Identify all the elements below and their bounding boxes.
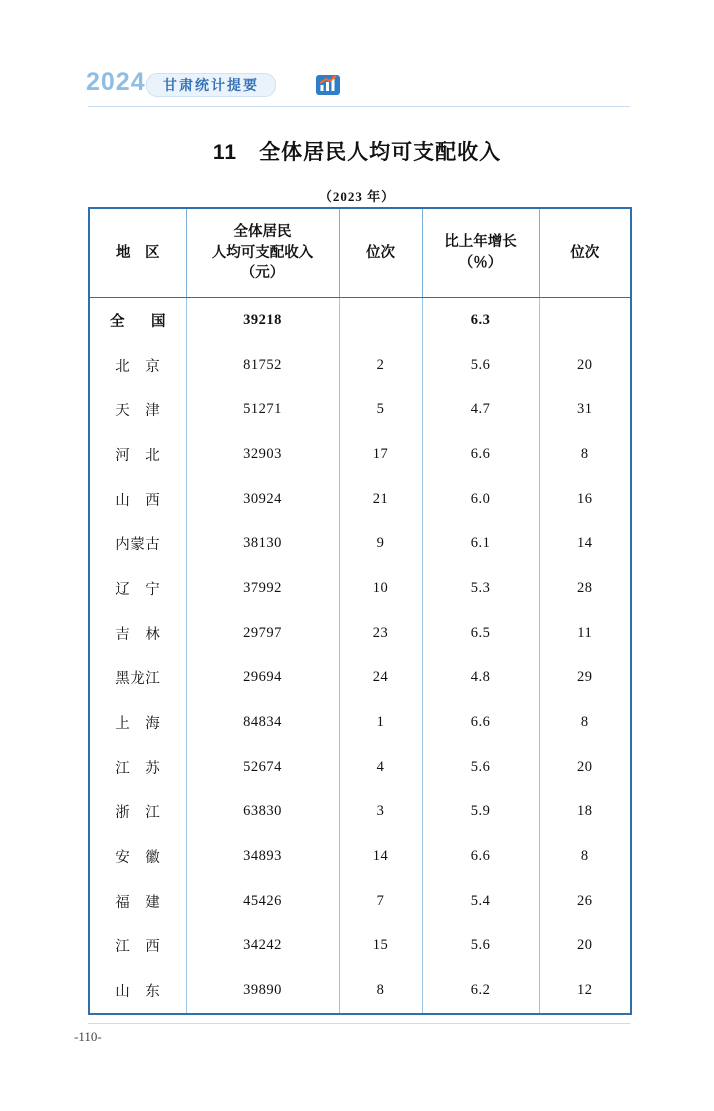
table-row	[89, 790, 631, 835]
table-row	[89, 387, 631, 432]
cell-rank-growth: 20	[539, 745, 631, 790]
column-header-rank1	[339, 208, 422, 298]
cell-income: 45426	[186, 879, 339, 924]
cell-rank-income: 14	[339, 834, 422, 879]
cell-growth: 5.6	[422, 745, 539, 790]
chart-growth-icon	[314, 70, 342, 98]
table-row	[89, 298, 631, 343]
column-header-rank2	[539, 208, 631, 298]
cell-growth: 4.8	[422, 656, 539, 701]
column-header-growth-line2: （％）	[458, 255, 503, 271]
table-row	[89, 924, 631, 969]
cell-region: 江 苏	[89, 745, 186, 790]
cell-rank-growth: 18	[539, 790, 631, 835]
cell-rank-income: 15	[339, 924, 422, 969]
table-row	[89, 700, 631, 745]
column-header-rank2-label: 位次	[570, 244, 600, 261]
cell-rank-income: 8	[339, 968, 422, 1014]
cell-growth: 5.6	[422, 343, 539, 388]
column-header-income-line3: （元）	[240, 265, 285, 282]
header-badge-label: 甘肃统计提要	[163, 77, 259, 93]
cell-rank-growth	[539, 298, 631, 343]
cell-region: 上 海	[89, 700, 186, 745]
cell-income: 51271	[186, 387, 339, 432]
cell-region: 内蒙古	[89, 521, 186, 566]
table-header-row	[89, 208, 631, 298]
table-row	[89, 566, 631, 611]
cell-region: 山 东	[89, 968, 186, 1014]
cell-rank-income: 7	[339, 879, 422, 924]
table-row	[89, 477, 631, 522]
header-year: 2024	[86, 68, 146, 96]
cell-rank-growth: 28	[539, 566, 631, 611]
cell-income: 29797	[186, 611, 339, 656]
cell-rank-growth: 8	[539, 834, 631, 879]
cell-rank-growth: 11	[539, 611, 631, 656]
cell-growth: 6.6	[422, 700, 539, 745]
column-header-region	[89, 208, 186, 298]
cell-region: 全 国	[89, 298, 186, 343]
page-number: -110-	[74, 1029, 102, 1044]
page-header	[0, 62, 714, 108]
cell-growth: 6.6	[422, 834, 539, 879]
cell-income: 39890	[186, 968, 339, 1014]
cell-rank-growth: 26	[539, 879, 631, 924]
cell-growth: 5.4	[422, 879, 539, 924]
cell-rank-income: 21	[339, 477, 422, 522]
cell-growth: 5.9	[422, 790, 539, 835]
cell-rank-income: 23	[339, 611, 422, 656]
cell-region: 吉 林	[89, 611, 186, 656]
statistics-table	[88, 207, 632, 1015]
cell-income: 34893	[186, 834, 339, 879]
table-row	[89, 611, 631, 656]
cell-income: 38130	[186, 521, 339, 566]
cell-rank-income: 3	[339, 790, 422, 835]
cell-income: 84834	[186, 700, 339, 745]
cell-income: 52674	[186, 745, 339, 790]
cell-rank-income: 17	[339, 432, 422, 477]
cell-income: 29694	[186, 656, 339, 701]
column-header-income	[186, 208, 339, 298]
cell-region: 山 西	[89, 477, 186, 522]
table-row	[89, 834, 631, 879]
cell-income: 30924	[186, 477, 339, 522]
cell-growth: 6.6	[422, 432, 539, 477]
statistics-table-wrapper	[88, 207, 630, 1015]
column-header-growth	[422, 208, 539, 298]
footer-divider	[88, 1023, 630, 1024]
cell-region: 天 津	[89, 387, 186, 432]
cell-income: 34242	[186, 924, 339, 969]
cell-growth: 4.7	[422, 387, 539, 432]
table-header	[89, 208, 631, 298]
column-header-income-line2: 人均可支配收入	[211, 244, 314, 261]
cell-rank-income	[339, 298, 422, 343]
cell-rank-growth: 29	[539, 656, 631, 701]
page-subtitle: （2023 年）	[318, 189, 396, 204]
cell-rank-income: 4	[339, 745, 422, 790]
column-header-growth-line1: 比上年增长	[444, 234, 517, 251]
cell-rank-income: 24	[339, 656, 422, 701]
cell-growth: 5.6	[422, 924, 539, 969]
cell-rank-growth: 16	[539, 477, 631, 522]
cell-growth: 6.5	[422, 611, 539, 656]
cell-rank-income: 1	[339, 700, 422, 745]
cell-region: 浙 江	[89, 790, 186, 835]
cell-rank-growth: 14	[539, 521, 631, 566]
cell-growth: 6.3	[422, 298, 539, 343]
table-row	[89, 879, 631, 924]
table-row	[89, 745, 631, 790]
column-header-rank1-label: 位次	[366, 244, 395, 261]
header-badge	[146, 73, 276, 97]
cell-income: 32903	[186, 432, 339, 477]
cell-rank-income: 5	[339, 387, 422, 432]
table-row	[89, 343, 631, 388]
table-row	[89, 432, 631, 477]
cell-region: 河 北	[89, 432, 186, 477]
cell-rank-growth: 20	[539, 343, 631, 388]
cell-rank-growth: 8	[539, 700, 631, 745]
column-header-income-line1: 全体居民	[233, 224, 292, 241]
table-body	[89, 298, 631, 1015]
cell-region: 安 徽	[89, 834, 186, 879]
cell-growth: 6.1	[422, 521, 539, 566]
cell-region: 北 京	[89, 343, 186, 388]
table-row	[89, 521, 631, 566]
cell-growth: 5.3	[422, 566, 539, 611]
header-divider	[88, 106, 630, 107]
table-row	[89, 968, 631, 1014]
cell-region: 福 建	[89, 879, 186, 924]
cell-rank-income: 9	[339, 521, 422, 566]
cell-region: 辽 宁	[89, 566, 186, 611]
table-row	[89, 656, 631, 701]
cell-growth: 6.2	[422, 968, 539, 1014]
column-header-region-label: 地 区	[116, 244, 160, 261]
page-title: 11 全体居民人均可支配收入	[212, 141, 502, 164]
cell-rank-income: 2	[339, 343, 422, 388]
cell-rank-growth: 20	[539, 924, 631, 969]
cell-income: 81752	[186, 343, 339, 388]
cell-region: 黑龙江	[89, 656, 186, 701]
cell-income: 39218	[186, 298, 339, 343]
cell-growth: 6.0	[422, 477, 539, 522]
cell-rank-growth: 8	[539, 432, 631, 477]
cell-region: 江 西	[89, 924, 186, 969]
cell-rank-growth: 12	[539, 968, 631, 1014]
cell-rank-income: 10	[339, 566, 422, 611]
cell-rank-growth: 31	[539, 387, 631, 432]
cell-income: 37992	[186, 566, 339, 611]
cell-income: 63830	[186, 790, 339, 835]
